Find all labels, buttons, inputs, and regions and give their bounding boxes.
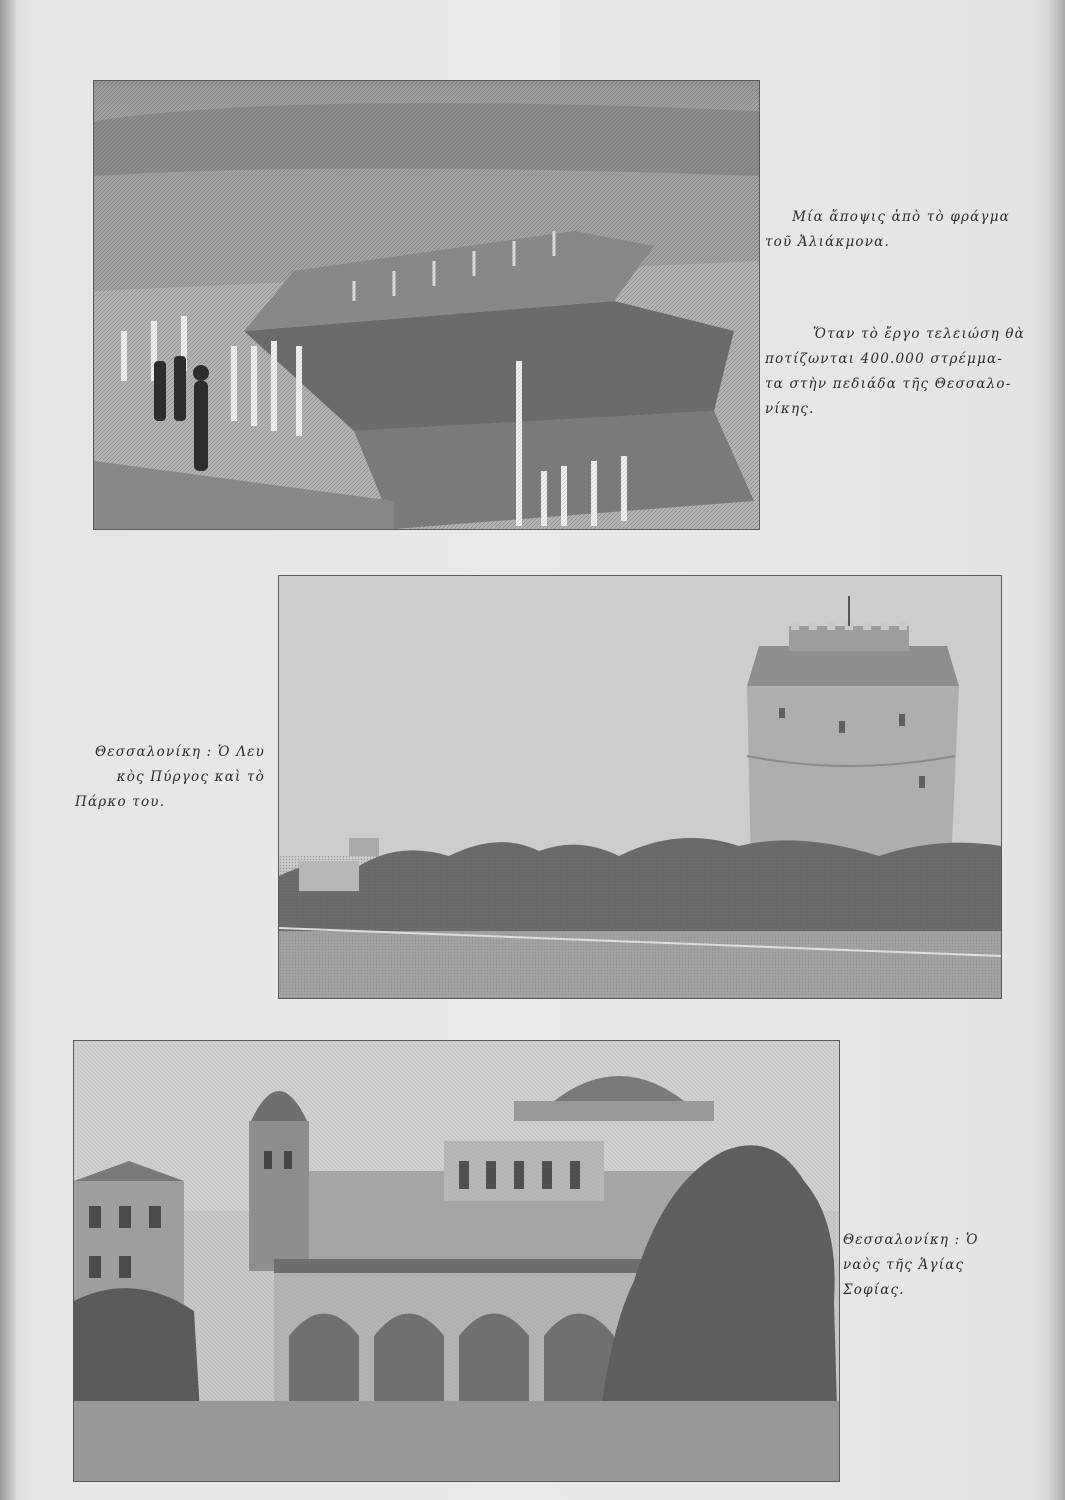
white-tower-caption (75, 740, 265, 815)
caption-line: Θεσσαλονίκη : Ὁ (843, 1232, 979, 1248)
agia-sofia-caption (843, 1228, 1003, 1303)
irrigation-caption (765, 322, 1025, 422)
page-binding-edge (1047, 0, 1065, 1500)
caption-line: ναὸς τῆς Ἁγίας (843, 1257, 965, 1273)
caption-line: νίκης. (765, 401, 815, 417)
caption-line: κὸς Πύργος καὶ τὸ (116, 769, 265, 785)
agia-sofia-church-photo (73, 1040, 840, 1482)
caption-line: ποτίζωνται 400.000 στρέμμα- (765, 351, 1004, 367)
caption-line: τοῦ Ἀλιάκμονα. (765, 234, 890, 250)
caption-line: Ὅταν τὸ ἔργο τελειώση θὰ (812, 326, 1025, 342)
dam-caption (765, 205, 1010, 255)
caption-line: Μία ἄποψις ἀπὸ τὸ φράγμα (792, 209, 1010, 225)
caption-line: τα στὴν πεδιάδα τῆς Θεσσαλο- (765, 376, 1012, 392)
dam-construction-photo (93, 80, 760, 530)
page-left-edge-shadow (0, 0, 16, 1500)
caption-line: Πάρκο του. (75, 794, 166, 810)
caption-line: Σοφίας. (843, 1282, 905, 1298)
caption-line: Θεσσαλονίκη : Ὁ Λευ (94, 744, 265, 760)
white-tower-photo (278, 575, 1002, 999)
